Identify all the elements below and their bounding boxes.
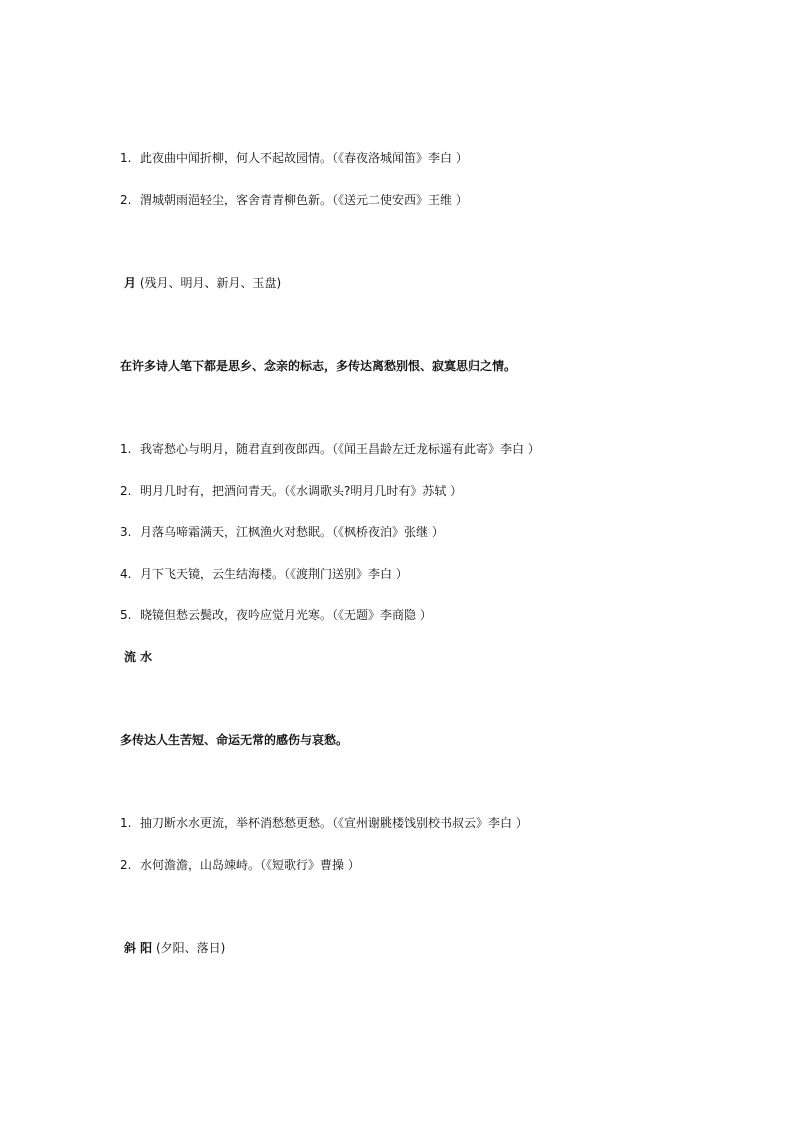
section-description: 在许多诗人笔下都是思乡、念亲的标志，多传达离愁别恨、寂寞思归之情。 [120, 359, 517, 373]
item-number: 1. [120, 816, 132, 830]
item-number: 2. [120, 193, 132, 207]
item-number: 4. [120, 567, 132, 581]
item-number: 5. [120, 608, 132, 622]
list-item [120, 815, 528, 831]
item-text: 月落乌啼霜满天，江枫渔火对愁眠。（《枫桥夜泊》张继 ） [140, 525, 444, 539]
heading-name: 斜 阳 [124, 941, 153, 955]
item-number: 2. [120, 858, 132, 872]
list-item [120, 150, 468, 166]
list-item [120, 192, 468, 208]
list-item [120, 566, 408, 582]
section-heading-moon [124, 275, 281, 291]
item-number: 3. [120, 525, 132, 539]
item-text: 水何澹澹，山岛竦峙。（《短歌行》曹操 ） [140, 858, 360, 872]
heading-name: 月 [124, 276, 137, 290]
list-item [120, 524, 444, 540]
heading-sub: (夕阳、落日) [152, 941, 226, 955]
section-heading-sunset [124, 940, 225, 956]
item-number: 1. [120, 151, 132, 165]
item-text: 抽刀断水水更流，举杯消愁愁更愁。（《宣州谢脁楼饯别校书叔云》李白 ） [140, 816, 528, 830]
item-text: 渭城朝雨浥轻尘，客舍青青柳色新。（《送元二使安西》王维 ） [140, 193, 468, 207]
list-item [120, 607, 432, 623]
list-item [120, 483, 462, 499]
item-number: 2. [120, 484, 132, 498]
section-description: 多传达人生苦短、命运无常的感伤与哀愁。 [120, 733, 349, 747]
item-text: 此夜曲中闻折柳，何人不起故园情。（《春夜洛城闻笛》李白 ） [140, 151, 468, 165]
heading-sub: (残月、明月、新月、玉盘) [136, 276, 282, 290]
list-item [120, 441, 540, 457]
item-text: 月下飞天镜，云生结海楼。（《渡荆门送别》李白 ） [140, 567, 408, 581]
list-item [120, 857, 360, 873]
heading-name: 流 水 [124, 650, 153, 664]
item-text: 我寄愁心与明月，随君直到夜郎西。（《闻王昌龄左迁龙标遥有此寄》李白 ） [140, 442, 540, 456]
item-text: 明月几时有，把酒问青天。（《水调歌头?明月几时有》苏轼 ） [140, 484, 463, 498]
section-heading-water [124, 649, 152, 665]
item-number: 1. [120, 442, 132, 456]
item-text: 晓镜但愁云鬓改，夜吟应觉月光寒。（《无题》李商隐 ） [140, 608, 432, 622]
